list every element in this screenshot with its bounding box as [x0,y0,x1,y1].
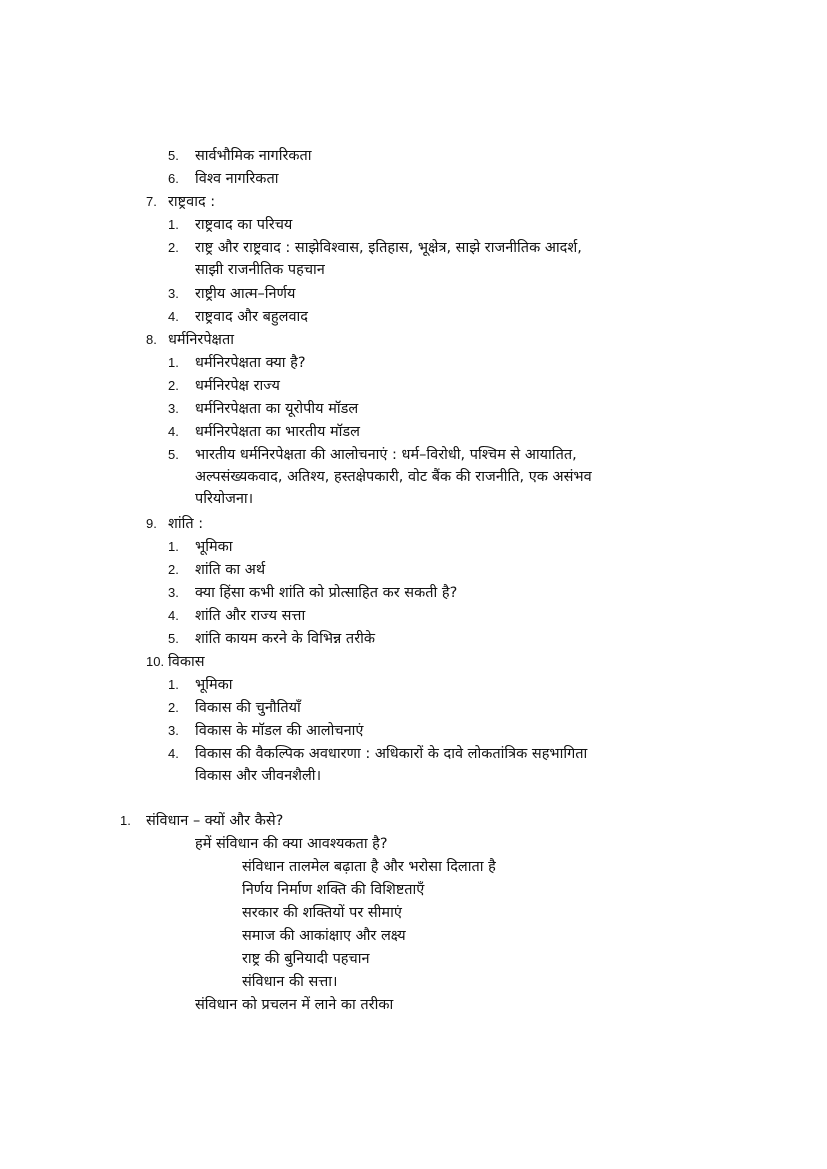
item-text: भारतीय धर्मनिरपेक्षता की आलोचनाएं : धर्म–विरोधी, पश्चिम से आयातित, [195,447,577,463]
item-text: धर्मनिरपेक्षता का यूरोपीय मॉडल [195,401,359,417]
item-text: भूमिका [195,539,233,555]
item-text: शांति का अर्थ [195,562,266,578]
section-number: 9. [146,516,157,531]
item-continuation: अल्पसंख्यकवाद, अतिश्य, हस्तक्षेपकारी, वोट बैंक की राजनीति, एक असंभव [195,469,592,485]
part-heading [120,811,283,831]
item-text: राष्ट्रीय आत्म–निर्णय [195,286,296,302]
item-text: विकास के मॉडल की आलोचनाएं [195,723,364,739]
list-item [168,583,457,603]
item-number: 5. [168,148,179,163]
item-number: 3. [168,723,179,738]
list-item [168,629,375,649]
list-item [168,721,363,741]
point-item: समाज की आकांक्षाए और लक्ष्य [242,928,406,944]
list-item [168,445,577,465]
point-item: संविधान तालमेल बढ़ाता है और भरोसा दिलाता है [242,859,496,875]
item-text: विकास की वैकल्पिक अवधारणा : अधिकारों के दावे लोकतांत्रिक सहभागिता [195,746,588,762]
list-item [168,698,301,718]
section-heading [146,652,205,672]
item-text: भूमिका [195,677,233,693]
list-item [168,675,233,695]
item-text: शांति कायम करने के विभिन्न तरीके [195,631,376,647]
section-number: 10. [146,654,165,669]
item-number: 6. [168,171,179,186]
section-heading [146,330,234,350]
list-item [168,353,306,373]
part-subheading: हमें संविधान की क्या आवश्यकता है? [195,836,388,852]
item-number: 2. [168,378,179,393]
section-number: 7. [146,194,157,209]
list-item [168,215,292,235]
section-number: 8. [146,332,157,347]
list-item [168,146,312,166]
section-title: धर्मनिरपेक्षता [168,332,234,348]
list-item [168,284,295,304]
item-text: धर्मनिरपेक्षता का भारतीय मॉडल [195,424,361,440]
list-item [168,606,305,626]
list-item [168,238,582,258]
item-number: 5. [168,631,179,646]
closing-line: संविधान को प्रचलन में लाने का तरीका [195,997,394,1013]
part-number: 1. [120,813,131,828]
item-number: 2. [168,562,179,577]
list-item [168,744,587,764]
item-number: 4. [168,746,179,761]
item-number: 2. [168,700,179,715]
point-item: निर्णय निर्माण शक्ति की विशिष्टताएँ [242,882,425,898]
item-text: राष्ट्र और राष्ट्रवाद : साझेविश्वास, इतिहास, भूक्षेत्र, साझे राजनीतिक आदर्श, [195,240,582,256]
item-number: 5. [168,447,179,462]
item-number: 1. [168,217,179,232]
item-continuation: परियोजना। [195,491,254,507]
item-text: सार्वभौमिक नागरिकता [195,148,312,164]
item-number: 1. [168,355,179,370]
list-item [168,422,360,442]
item-number: 4. [168,309,179,324]
part-title: संविधान – क्यों और कैसे? [146,813,284,829]
item-number: 1. [168,677,179,692]
list-item [168,537,233,557]
item-number: 2. [168,240,179,255]
item-text: राष्ट्रवाद और बहुलवाद [195,309,308,325]
item-text: धर्मनिरपेक्ष राज्य [195,378,280,394]
item-number: 3. [168,585,179,600]
item-number: 1. [168,539,179,554]
item-continuation: साझी राजनीतिक पहचान [195,262,325,278]
point-item: राष्ट्र की बुनियादी पहचान [242,951,370,967]
section-title: विकास [168,654,205,670]
item-number: 3. [168,286,179,301]
section-title: शांति : [168,516,204,532]
section-heading [146,514,203,534]
section-heading [146,192,215,212]
item-text: विकास की चुनौतियाँ [195,700,301,716]
point-item: सरकार की शक्तियों पर सीमाएं [242,905,402,921]
list-item [168,307,308,327]
list-item [168,560,265,580]
section-title: राष्ट्रवाद : [168,194,216,210]
list-item [168,376,280,396]
item-text: राष्ट्रवाद का परिचय [195,217,293,233]
item-text: शांति और राज्य सत्ता [195,608,306,624]
item-text: क्या हिंसा कभी शांति को प्रोत्साहित कर सकती है? [195,585,458,601]
item-text: विश्व नागरिकता [195,171,279,187]
list-item [168,169,278,189]
item-text: धर्मनिरपेक्षता क्या है? [195,355,306,371]
item-number: 3. [168,401,179,416]
point-item: संविधान की सत्ता। [242,974,338,990]
item-continuation: विकास और जीवनशैली। [195,768,322,784]
item-number: 4. [168,608,179,623]
item-number: 4. [168,424,179,439]
list-item [168,399,358,419]
